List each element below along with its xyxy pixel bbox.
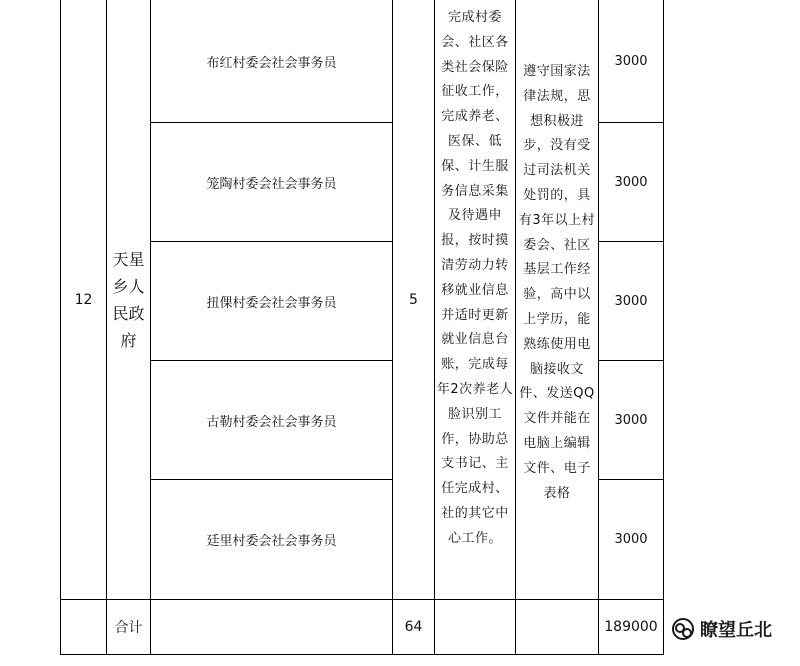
salary-4: 3000 [614, 412, 648, 428]
salary-2: 3000 [614, 174, 648, 190]
position-name-1: 布红村委会社会事务员 [206, 55, 337, 71]
total-label: 合计 [114, 620, 143, 636]
salary-3: 3000 [614, 293, 648, 309]
watermark [668, 614, 776, 644]
job-requirements: 遵守国家法 律法规，思 想积极进 步，没有受 过司法机关 处罚的，具 有3年以上村 委会、社区 基层工作经 验，高中以 上学历，能 熟练使用电 脑接收文 件、发送QQ 文件并能在 电脑上编辑 文件、电子 表格 [518, 64, 596, 501]
position-name-3: 扭倮村委会社会事务员 [206, 295, 337, 311]
position-name-4: 古勒村委会社会事务员 [206, 414, 337, 430]
wechat-icon [672, 618, 694, 640]
total-salary: 189000 [604, 619, 658, 635]
total-count: 64 [404, 619, 423, 635]
position-name-5: 廷里村委会社会事务员 [206, 534, 337, 549]
position-name-2: 笼陶村委会社会事务员 [206, 176, 337, 192]
salary-5: 3000 [614, 532, 648, 547]
watermark-text: 瞭望丘北 [700, 620, 772, 641]
salary-1: 3000 [614, 53, 648, 69]
unit-name: 天星 乡人 民政 府 [112, 249, 145, 350]
job-duties: 完成村委 会、社区各 类社会保险 征收工作， 完成养老、 医保、低 保、计生服 务信息采集 及待遇申 报，按时摸 清劳动力转 移就业信息 并适时更新 就业信息台 账，完成每 年2次养老人 脸识别工 作，协助总 支书记、主 任完成村、 社的其它中 心工作。 [436, 10, 514, 546]
position-count: 5 [409, 291, 418, 308]
row-index: 12 [74, 291, 93, 308]
